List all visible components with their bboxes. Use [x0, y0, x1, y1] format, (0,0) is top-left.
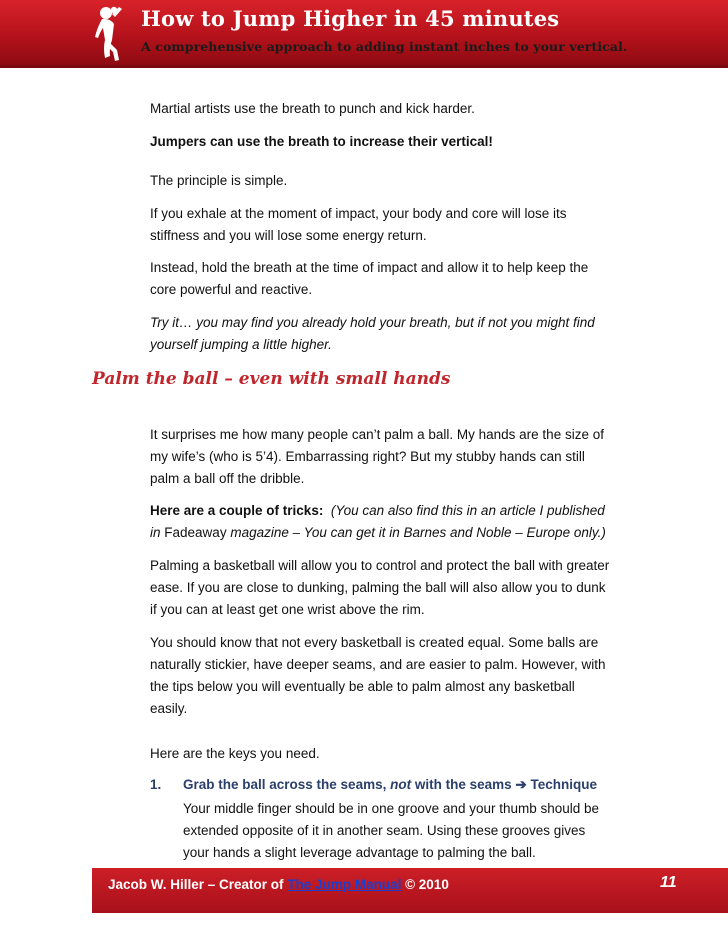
list-item-number: 1. — [150, 777, 162, 792]
magazine-name: Fadeaway — [164, 525, 227, 540]
paragraph-line: It surprises me how many people can’t palm a ball. My hands are the size of — [150, 427, 604, 442]
tricks-note: in — [150, 525, 161, 540]
paragraph-line: if you can at least get one wrist above the rim. — [150, 602, 425, 617]
list-item-title-part: with the seams — [414, 777, 512, 792]
tricks-note: (You can also find this in an article I published — [330, 503, 605, 518]
paragraph-line: If you exhale at the moment of impact, your body and core will lose its — [150, 206, 567, 221]
list-item-body-line: your hands a slight leverage advantage to palming the ball. — [183, 845, 536, 860]
tricks-line-1 — [150, 500, 605, 522]
paragraph-line: ease. If you are close to dunking, palming the ball will also allow you to dunk — [150, 580, 606, 595]
paragraph-line: stiffness and you will lose some energy return. — [150, 228, 427, 243]
footer-credit — [108, 877, 449, 892]
page-number: 11 — [660, 874, 677, 891]
footer-copyright: © 2010 — [405, 877, 449, 892]
right-arrow-icon: ➔ — [515, 777, 527, 792]
tricks-line-2 — [150, 522, 606, 544]
list-item-body-line: extended opposite of it in another seam. Using these grooves gives — [183, 823, 586, 838]
document-title: How to Jump Higher in 45 minutes — [141, 6, 560, 31]
paragraph-line: core powerful and reactive. — [150, 282, 313, 297]
document-subtitle: A comprehensive approach to adding instant inches to your vertical. — [141, 39, 628, 54]
tricks-note: magazine – You can get it in Barnes and Noble – Europe only.) — [230, 525, 606, 540]
paragraph-line: yourself jumping a little higher. — [150, 337, 332, 352]
footer-author: Jacob W. Hiller – Creator of — [108, 877, 284, 892]
paragraph-line: the tips below you will eventually be able to palm almost any basketball — [150, 679, 575, 694]
paragraph: The principle is simple. — [150, 173, 288, 188]
section-heading: Palm the ball – even with small hands — [92, 369, 451, 389]
paragraph: Martial artists use the breath to punch and kick harder. — [150, 101, 475, 116]
paragraph-line: Palming a basketball will allow you to control and protect the ball with greater — [150, 558, 610, 573]
tricks-label: Here are a couple of tricks: — [150, 503, 324, 518]
list-item-title-part: Technique — [530, 777, 598, 792]
jump-manual-link[interactable]: The Jump Manual — [287, 877, 402, 892]
paragraph-line: Try it… you may find you already hold your breath, but if not you might find — [150, 315, 595, 330]
list-item-title — [183, 777, 597, 793]
paragraph-bold: Jumpers can use the breath to increase their vertical! — [150, 134, 493, 149]
paragraph-line: naturally stickier, have deeper seams, and are easier to palm. However, with — [150, 657, 606, 672]
list-item-title-emphasis: not — [390, 777, 412, 792]
header-divider — [0, 65, 728, 68]
basketball-player-logo-icon — [92, 4, 132, 64]
paragraph-line: my wife’s (who is 5’4). Embarrassing right? But my stubby hands can still — [150, 449, 585, 464]
paragraph-line: Instead, hold the breath at the time of impact and allow it to help keep the — [150, 260, 589, 275]
paragraph-line: easily. — [150, 701, 188, 716]
list-item-title-part: Grab the ball across the seams, — [183, 777, 387, 792]
paragraph: Here are the keys you need. — [150, 746, 320, 761]
list-item-body-line: Your middle finger should be in one groove and your thumb should be — [183, 801, 600, 816]
paragraph-line: palm a ball off the dribble. — [150, 471, 305, 486]
paragraph-line: You should know that not every basketball is created equal. Some balls are — [150, 635, 599, 650]
